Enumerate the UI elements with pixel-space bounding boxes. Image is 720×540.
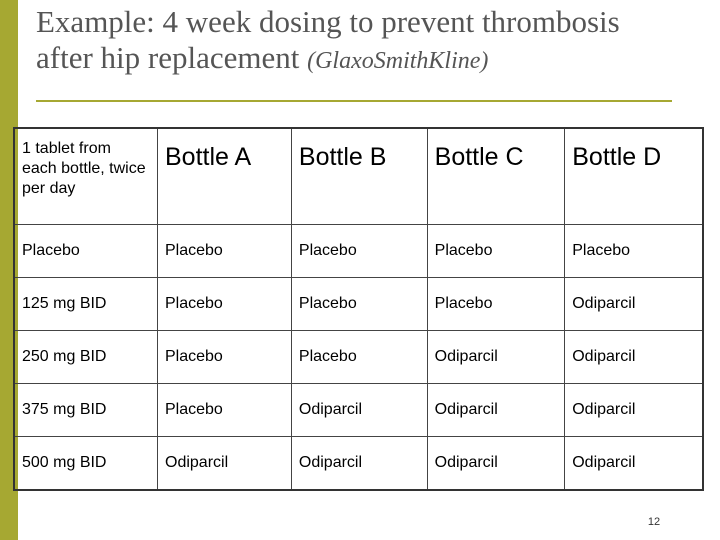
bottle-a-header: Bottle A: [158, 128, 292, 225]
title-line-2-main: after hip replacement: [36, 40, 308, 75]
table-cell: Placebo: [158, 278, 292, 331]
table-row: [14, 278, 703, 331]
table-cell: Placebo: [565, 225, 703, 278]
table-row: [14, 225, 703, 278]
table-cell: Placebo: [158, 331, 292, 384]
table-cell: Placebo: [158, 384, 292, 437]
dose-cell: Placebo: [14, 225, 158, 278]
dosing-table: [13, 127, 704, 491]
title-company: (GlaxoSmithKline): [307, 48, 489, 74]
bottle-c-header: Bottle C: [427, 128, 565, 225]
dose-cell: 375 mg BID: [14, 384, 158, 437]
table-cell: Placebo: [158, 225, 292, 278]
slide-title: [36, 4, 720, 79]
table-cell: Odiparcil: [427, 437, 565, 491]
bottle-d-header: Bottle D: [565, 128, 703, 225]
table-cell: Odiparcil: [291, 437, 427, 491]
table-cell: Odiparcil: [158, 437, 292, 491]
table-cell: Odiparcil: [427, 331, 565, 384]
title-line-1: Example: 4 week dosing to prevent thrombosis: [36, 4, 620, 39]
table-cell: Odiparcil: [565, 437, 703, 491]
table-cell: Odiparcil: [565, 278, 703, 331]
table-cell: Placebo: [427, 278, 565, 331]
table-cell: Placebo: [291, 225, 427, 278]
dose-cell: 250 mg BID: [14, 331, 158, 384]
table-cell: Odiparcil: [427, 384, 565, 437]
table-header-row: [14, 128, 703, 225]
table-row: [14, 331, 703, 384]
bottle-b-header: Bottle B: [291, 128, 427, 225]
corner-header-cell: 1 tablet from each bottle, twice per day: [14, 128, 158, 225]
dose-cell: 500 mg BID: [14, 437, 158, 491]
title-divider: [36, 100, 672, 102]
table-cell: Placebo: [291, 331, 427, 384]
table-cell: Odiparcil: [291, 384, 427, 437]
title-line-2: [36, 40, 720, 79]
table-cell: Odiparcil: [565, 384, 703, 437]
table-cell: Odiparcil: [565, 331, 703, 384]
table-cell: Placebo: [291, 278, 427, 331]
dose-cell: 125 mg BID: [14, 278, 158, 331]
table-row: [14, 437, 703, 491]
page-number: 12: [647, 516, 661, 528]
table-cell: Placebo: [427, 225, 565, 278]
table-row: [14, 384, 703, 437]
